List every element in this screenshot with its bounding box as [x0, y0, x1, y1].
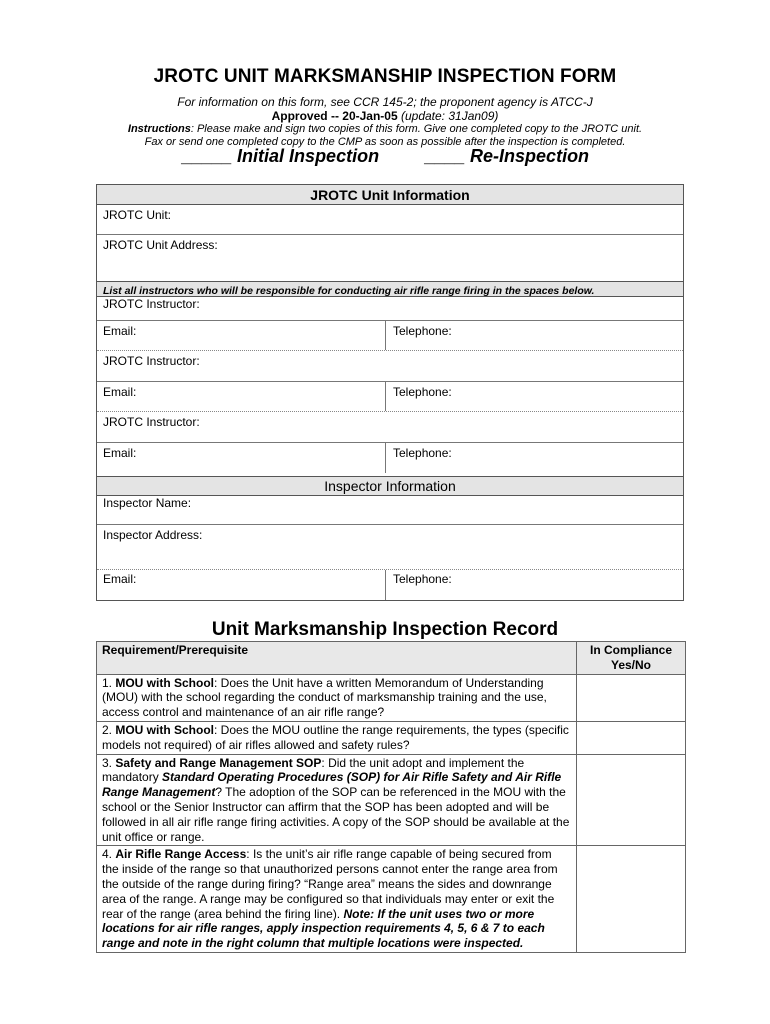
- email-label: Email:: [103, 324, 137, 338]
- inspector-info-section: [96, 476, 684, 601]
- instructor-contact-row-3[interactable]: [97, 443, 683, 473]
- table-row: [97, 846, 686, 953]
- inspector-address-label: Inspector Address:: [103, 528, 203, 542]
- inspector-name-row[interactable]: [97, 496, 683, 525]
- inspection-record-table: [96, 641, 686, 953]
- table-header-row: [97, 642, 686, 675]
- instructions-line-2: Fax or send one completed copy to the CMP as soon as possible after the inspection is completed.: [144, 136, 626, 148]
- email-label: Email:: [103, 572, 137, 586]
- column-divider: [385, 382, 386, 411]
- compliance-column-header: In Compliance Yes/No: [577, 642, 686, 675]
- table-row: [97, 674, 686, 721]
- instructions-text: : Please make and sign two copies of this form. Give one completed copy to the JROTC unit.: [190, 123, 643, 135]
- approved-date: Approved -- 20-Jan-05: [271, 109, 398, 123]
- table-row: [97, 721, 686, 754]
- inspector-name-label: Inspector Name:: [103, 496, 192, 510]
- approved-line: [0, 109, 770, 123]
- requirement-cell: 3. Safety and Range Management SOP: Did the unit adopt and implement the mandatory Standard Operating Procedures (SOP) for Air Rifle Safety and Air Rifle Range Management? The adoption of the SOP can be referenced in the MOU with the school or the Senior Instructor can affirm that the SOP has been adopted and will be followed in all air rifle range firing activities. A copy of the SOP should be available at the unit office or range.: [97, 754, 577, 846]
- column-divider: [385, 321, 386, 350]
- requirement-column-header: Requirement/Prerequisite: [97, 642, 577, 675]
- form-title: JROTC UNIT MARKSMANSHIP INSPECTION FORM: [153, 66, 617, 87]
- table-row: [97, 754, 686, 846]
- compliance-cell[interactable]: [577, 754, 686, 846]
- instructor-label: JROTC Instructor:: [103, 354, 200, 368]
- approved-update: (update: 31Jan09): [400, 109, 499, 123]
- inspector-address-row[interactable]: [97, 525, 683, 570]
- requirement-cell: 1. MOU with School: Does the Unit have a written Memorandum of Understanding (MOU) with the school regarding the conduct of marksmanship training and the use, access control and maintenance of an air rifle range?: [97, 674, 577, 721]
- unit-label: JROTC Unit:: [103, 208, 172, 222]
- unit-address-row[interactable]: [97, 235, 683, 281]
- instructor-label: JROTC Instructor:: [103, 415, 200, 429]
- compliance-cell[interactable]: [577, 721, 686, 754]
- requirement-cell: 2. MOU with School: Does the MOU outline the range requirements, the types (specific models not required) of air rifles allowed and safety rules?: [97, 721, 577, 754]
- telephone-label: Telephone:: [393, 572, 452, 586]
- instructor-row-1[interactable]: [97, 297, 683, 321]
- column-divider: [385, 570, 386, 600]
- unit-row[interactable]: [97, 205, 683, 235]
- column-divider: [385, 443, 386, 473]
- record-title: Unit Marksmanship Inspection Record: [211, 619, 559, 640]
- instructor-row-2[interactable]: [97, 351, 683, 382]
- info-line: For information on this form, see CCR 145-2; the proponent agency is ATCC-J: [177, 95, 593, 109]
- instructions-line: [0, 122, 770, 136]
- initial-inspection-blank[interactable]: _____ Initial Inspection: [182, 146, 380, 166]
- inspector-contact-row[interactable]: [97, 570, 683, 600]
- requirement-cell: 4. Air Rifle Range Access: Is the unit’s air rifle range capable of being secured from the inside of the range so that unauthorized persons cannot enter the range area from the outside of the range during firing? “Range area” means the sides and downrange area of the range. A range may be configured so that individuals may enter or exit the rear of the range (area behind the firing line). Note: If the unit uses two or more locations for air rifle ranges, apply inspection requirements 4, 5, 6 & 7 to each range and note in the right column that multiple locations were inspected.: [97, 846, 577, 953]
- telephone-label: Telephone:: [393, 324, 452, 338]
- instructor-contact-row-2[interactable]: [97, 382, 683, 412]
- telephone-label: Telephone:: [393, 446, 452, 460]
- instructor-label: JROTC Instructor:: [103, 297, 200, 311]
- instructors-note: List all instructors who will be responsible for conducting air rifle range firing in the spaces below.: [97, 281, 683, 297]
- unit-address-label: JROTC Unit Address:: [103, 238, 218, 252]
- compliance-cell[interactable]: [577, 846, 686, 953]
- re-inspection-blank[interactable]: ____ Re-Inspection: [425, 146, 590, 166]
- email-label: Email:: [103, 446, 137, 460]
- instructor-row-3[interactable]: [97, 412, 683, 443]
- instructor-contact-row-1[interactable]: [97, 321, 683, 351]
- unit-info-heading: JROTC Unit Information: [97, 185, 683, 205]
- inspector-info-heading: Inspector Information: [97, 477, 683, 496]
- unit-info-section: [96, 184, 684, 477]
- telephone-label: Telephone:: [393, 385, 452, 399]
- instructions-label: Instructions: [127, 123, 191, 135]
- compliance-cell[interactable]: [577, 674, 686, 721]
- email-label: Email:: [103, 385, 137, 399]
